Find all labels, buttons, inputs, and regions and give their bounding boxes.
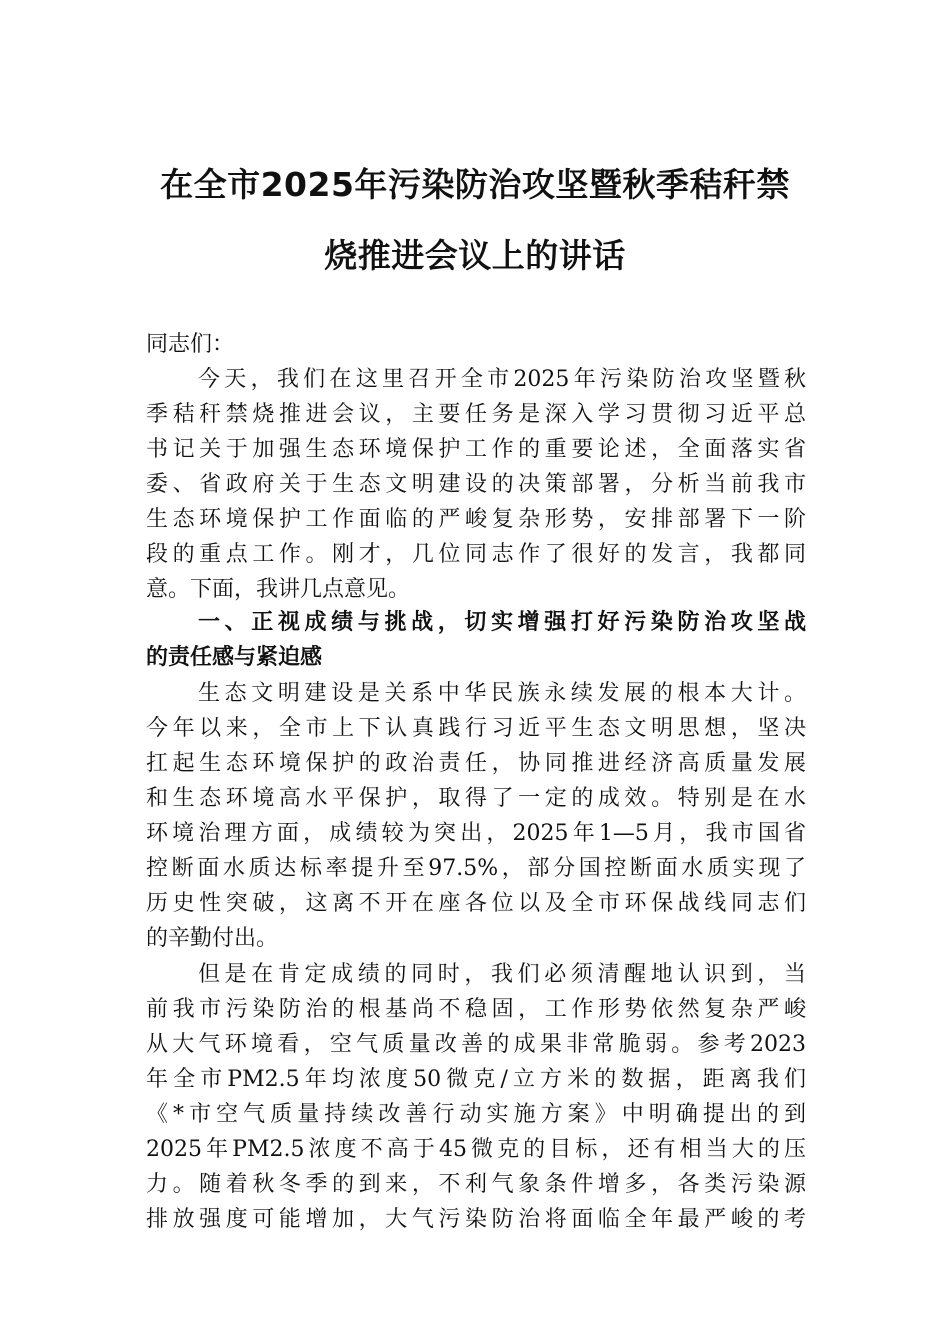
salutation: 同志们： xyxy=(146,332,235,357)
paragraph-line: 从大气环境看，空气质量改善的成果非常脆弱。参考2023 xyxy=(146,1032,806,1057)
section-heading-line: 一、正视成绩与挑战，切实增强打好污染防治攻坚战 xyxy=(198,610,806,635)
paragraph-line: 前我市污染防治的根基尚不稳固，工作形势依然复杂严峻 xyxy=(146,997,806,1022)
paragraph-line: 生态文明建设是关系中华民族永续发展的根本大计。 xyxy=(198,681,806,706)
paragraph-line: 2025年PM2.5浓度不高于45微克的目标，还有相当大的压 xyxy=(146,1137,806,1162)
paragraph-line: 环境治理方面，成绩较为突出，2025年1—5月，我市国省 xyxy=(146,821,806,846)
intro-line: 委、省政府关于生态文明建设的决策部署，分析当前我市 xyxy=(146,472,806,497)
intro-line: 今天，我们在这里召开全市2025年污染防治攻坚暨秋 xyxy=(198,367,806,392)
paragraph-line: 和生态环境高水平保护，取得了一定的成效。特别是在水 xyxy=(146,786,806,811)
intro-line: 段的重点工作。刚才，几位同志作了很好的发言，我都同 xyxy=(146,542,806,567)
paragraph-line: 力。随着秋冬季的到来，不利气象条件增多，各类污染源 xyxy=(146,1172,806,1197)
paragraph-line: 控断面水质达标率提升至97.5%，部分国控断面水质实现了 xyxy=(146,856,806,881)
paragraph-line: 的辛勤付出。 xyxy=(146,926,279,951)
paragraph-line: 排放强度可能增加，大气污染防治将面临全年最严峻的考 xyxy=(146,1207,806,1232)
intro-line: 意。下面，我讲几点意见。 xyxy=(146,577,411,602)
intro-line: 书记关于加强生态环境保护工作的重要论述，全面落实省 xyxy=(146,437,806,462)
paragraph-line: 历史性突破，这离不开在座各位以及全市环保战线同志们 xyxy=(146,891,806,916)
intro-line: 生态环境保护工作面临的严峻复杂形势，安排部署下一阶 xyxy=(146,507,806,532)
section-heading-line: 的责任感与紧迫感 xyxy=(146,645,323,670)
paragraph-line: 今年以来，全市上下认真践行习近平生态文明思想，坚决 xyxy=(146,716,806,741)
paragraph-line: 扛起生态环境保护的政治责任，协同推进经济高质量发展 xyxy=(146,751,806,776)
paragraph-line: 年全市PM2.5年均浓度50微克/立方米的数据，距离我们 xyxy=(146,1067,806,1092)
paragraph-line: 但是在肯定成绩的同时，我们必须清醒地认识到，当 xyxy=(198,962,806,987)
intro-line: 季秸秆禁烧推进会议，主要任务是深入学习贯彻习近平总 xyxy=(146,402,806,427)
document-title-line-1: 在全市2025年污染防治攻坚暨秋季秸秆禁 xyxy=(160,165,790,204)
paragraph-line: 《*市空气质量持续改善行动实施方案》中明确提出的到 xyxy=(146,1102,806,1127)
document-title-line-2: 烧推进会议上的讲话 xyxy=(324,236,626,275)
